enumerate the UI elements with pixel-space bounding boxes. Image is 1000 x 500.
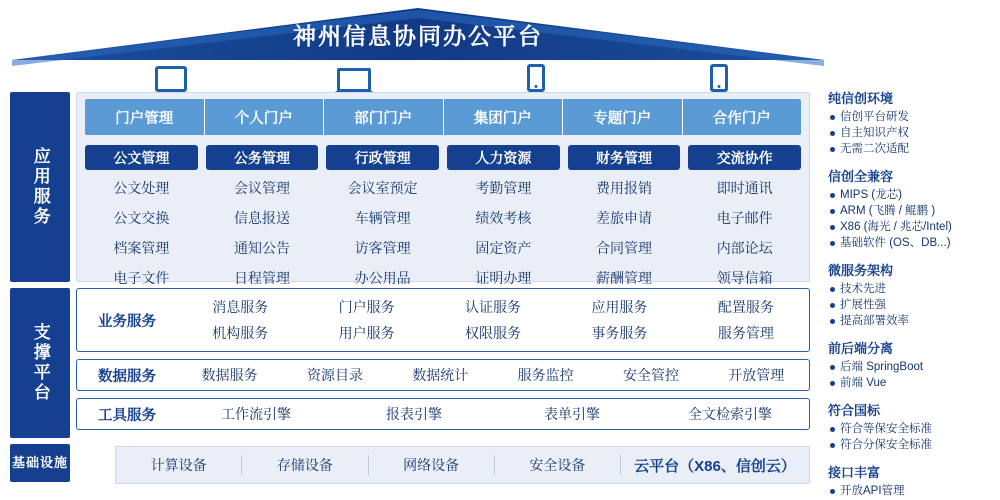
label-application-services [10, 92, 70, 282]
bullet-icon [830, 225, 835, 230]
feature-text: X86 (海光 / 兆芯/Intel) [840, 221, 952, 233]
infrastructure-item[interactable]: 网络设备 [369, 455, 495, 475]
category-item[interactable]: 考勤管理 [475, 180, 532, 196]
category-header[interactable]: 行政管理 [326, 145, 439, 170]
feature-title: 信创全兼容 [828, 169, 894, 184]
bullet-icon [830, 131, 835, 136]
service-item[interactable]: 机构服务 [212, 325, 269, 341]
category-column [568, 145, 681, 290]
business-services-card [76, 288, 810, 352]
features-panel [828, 88, 992, 497]
portal-item[interactable]: 门户管理 [85, 99, 205, 135]
phone-icon [710, 64, 728, 92]
card-body [177, 362, 809, 388]
category-item[interactable]: 固定资产 [475, 240, 532, 256]
card-row [177, 320, 809, 346]
feature-text: 前端 Vue [840, 377, 887, 389]
phone-icon [527, 64, 545, 92]
feature-group [828, 260, 992, 329]
banner [12, 8, 824, 68]
service-item[interactable]: 配置服务 [717, 299, 774, 315]
feature-text: 后端 SpringBoot [840, 361, 924, 373]
category-header[interactable]: 人力资源 [447, 145, 560, 170]
feature-item [828, 220, 992, 235]
category-column [688, 145, 801, 290]
feature-title: 符合国标 [828, 403, 881, 418]
category-item[interactable]: 差旅申请 [596, 210, 653, 226]
label-text: 基础设施 [11, 454, 68, 470]
feature-text: 无需二次适配 [840, 143, 909, 155]
feature-text: 开放API管理 [840, 485, 905, 497]
page-title: 神州信息协同办公平台 [293, 22, 543, 49]
bullet-icon [830, 287, 835, 292]
feature-group [828, 166, 992, 251]
bullet-icon [830, 381, 835, 386]
category-item[interactable]: 合同管理 [596, 240, 653, 256]
infrastructure-item[interactable]: 安全设备 [495, 455, 621, 475]
feature-group [828, 400, 992, 453]
feature-text: ARM (飞腾 / 鲲鹏 ) [840, 205, 936, 217]
feature-text: MIPS (龙芯) [840, 189, 902, 201]
feature-text: 基础软件 (OS、DB...) [840, 237, 951, 249]
service-item[interactable]: 应用服务 [591, 299, 648, 315]
category-item[interactable]: 公文处理 [113, 180, 170, 196]
category-grid [85, 145, 801, 290]
feature-title: 纯信创环境 [828, 91, 894, 106]
feature-text: 符合等保安全标准 [840, 423, 932, 435]
category-item[interactable]: 通知公告 [234, 240, 290, 256]
card-title: 业务服务 [98, 313, 156, 330]
feature-text: 自主知识产权 [840, 127, 909, 139]
device-icon-row [80, 62, 810, 92]
feature-item [828, 110, 992, 125]
category-item[interactable]: 公文交换 [113, 210, 170, 226]
portal-row [85, 99, 801, 135]
label-infrastructure [10, 444, 70, 482]
card-body [177, 401, 809, 427]
category-item[interactable]: 档案管理 [113, 240, 170, 256]
feature-item [828, 204, 992, 219]
feature-item [828, 282, 992, 297]
category-item[interactable]: 访客管理 [354, 240, 411, 256]
application-services-block [76, 92, 810, 286]
category-item[interactable]: 证明办理 [475, 270, 532, 286]
bullet-icon [830, 443, 835, 448]
service-item[interactable]: 门户服务 [338, 299, 395, 315]
feature-title: 微服务架构 [828, 263, 894, 278]
feature-item [828, 484, 992, 499]
feature-item [828, 438, 992, 453]
card-row [177, 401, 809, 427]
feature-item [828, 236, 992, 251]
card-title: 工具服务 [98, 407, 156, 424]
bullet-icon [830, 193, 835, 198]
label-text: 支撑平台 [30, 323, 50, 403]
device-slot [263, 62, 446, 92]
feature-text: 扩展性强 [840, 299, 886, 311]
bullet-icon [830, 319, 835, 324]
feature-item [828, 376, 992, 391]
service-item[interactable]: 消息服务 [212, 299, 269, 315]
category-header[interactable]: 公务管理 [206, 145, 319, 170]
bullet-icon [830, 427, 835, 432]
category-item[interactable]: 电子文件 [113, 270, 170, 286]
label-text: 应用服务 [30, 147, 50, 227]
label-support-platform [10, 288, 70, 438]
category-item[interactable]: 领导信箱 [716, 270, 773, 286]
service-item[interactable]: 认证服务 [465, 299, 522, 315]
device-slot [80, 62, 263, 92]
card-body [177, 294, 809, 346]
service-item[interactable]: 开放管理 [728, 367, 785, 383]
service-item[interactable]: 服务管理 [717, 325, 774, 341]
category-column [206, 145, 319, 290]
category-item[interactable]: 会议管理 [234, 180, 290, 196]
feature-title: 接口丰富 [828, 465, 881, 480]
service-item[interactable]: 服务监控 [517, 367, 574, 383]
portal-item[interactable]: 个人门户 [205, 99, 325, 135]
category-header[interactable]: 公文管理 [85, 145, 198, 170]
feature-text: 符合分保安全标准 [840, 439, 932, 451]
portal-item[interactable]: 集团门户 [444, 99, 564, 135]
data-services-card [76, 359, 810, 391]
service-item[interactable]: 数据统计 [412, 367, 469, 383]
service-item[interactable]: 数据服务 [201, 367, 258, 383]
category-item[interactable]: 会议室预定 [347, 180, 418, 196]
service-item[interactable]: 全文检索引擎 [688, 406, 772, 422]
card-row [177, 294, 809, 320]
category-item[interactable]: 日程管理 [234, 270, 290, 286]
bullet-icon [830, 489, 835, 494]
bullet-icon [830, 365, 835, 370]
infrastructure-item[interactable]: 存储设备 [242, 455, 368, 475]
category-item[interactable]: 费用报销 [596, 180, 653, 196]
device-slot [445, 62, 628, 92]
category-header[interactable]: 交流协作 [688, 145, 801, 170]
feature-item [828, 142, 992, 157]
category-header[interactable]: 财务管理 [568, 145, 681, 170]
monitor-icon [155, 66, 187, 92]
infrastructure-item[interactable]: 计算设备 [116, 455, 242, 475]
feature-text: 技术先进 [840, 283, 886, 295]
portal-item[interactable]: 专题门户 [563, 99, 683, 135]
device-slot [628, 62, 811, 92]
infrastructure-item-cloud[interactable]: 云平台（X86、信创云） [634, 457, 796, 475]
left-label-column [10, 92, 70, 482]
feature-text: 提高部署效率 [840, 315, 909, 327]
service-item[interactable]: 事务服务 [591, 325, 648, 341]
card-row [177, 362, 809, 388]
card-title: 数据服务 [98, 368, 156, 385]
category-item[interactable]: 即时通讯 [716, 180, 773, 196]
category-item[interactable]: 绩效考核 [475, 210, 532, 226]
feature-item [828, 360, 992, 375]
bullet-icon [830, 241, 835, 246]
feature-group [828, 338, 992, 391]
category-item[interactable]: 车辆管理 [354, 210, 411, 226]
service-item[interactable]: 报表引擎 [386, 406, 442, 422]
service-item[interactable]: 工作流引擎 [221, 406, 291, 422]
category-item[interactable]: 薪酬管理 [596, 270, 653, 286]
category-item[interactable]: 电子邮件 [716, 210, 773, 226]
feature-title: 前后端分离 [828, 341, 894, 356]
feature-group [828, 88, 992, 157]
service-item[interactable]: 用户服务 [338, 325, 395, 341]
portal-item[interactable]: 合作门户 [712, 110, 771, 127]
bullet-icon [830, 115, 835, 120]
category-column [326, 145, 439, 290]
category-item[interactable]: 内部论坛 [716, 240, 773, 256]
category-item[interactable]: 办公用品 [354, 270, 411, 286]
tool-services-card [76, 398, 810, 430]
feature-item [828, 126, 992, 141]
feature-item [828, 314, 992, 329]
bullet-icon [830, 303, 835, 308]
bullet-icon [830, 147, 835, 152]
infrastructure-row [115, 446, 810, 484]
service-item[interactable]: 表单引擎 [544, 406, 600, 422]
category-item[interactable]: 信息报送 [234, 210, 290, 226]
feature-group [828, 462, 992, 499]
feature-item [828, 188, 992, 203]
category-column [447, 145, 560, 290]
laptop-icon [337, 68, 371, 92]
portal-item[interactable]: 部门门户 [324, 99, 444, 135]
support-platform-block [76, 288, 810, 438]
service-item[interactable]: 权限服务 [465, 325, 522, 341]
feature-item [828, 298, 992, 313]
service-item[interactable]: 安全管控 [622, 367, 679, 383]
feature-text: 信创平台研发 [840, 111, 909, 123]
service-item[interactable]: 资源目录 [306, 367, 363, 383]
bullet-icon [830, 209, 835, 214]
feature-item [828, 422, 992, 437]
category-column [85, 145, 198, 290]
